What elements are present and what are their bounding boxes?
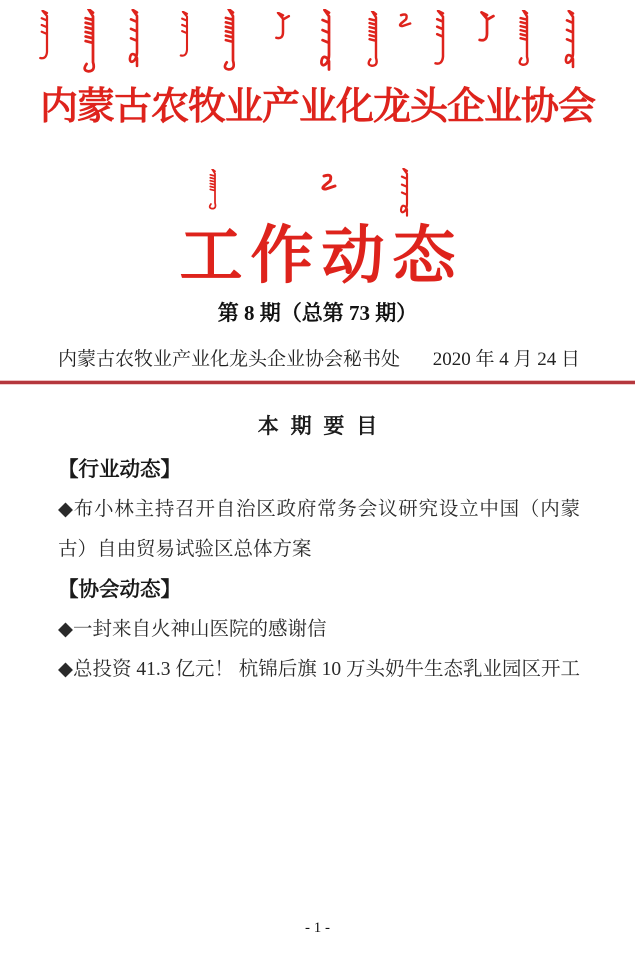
org-name-title: 内蒙古农牧业产业化龙头企业协会 <box>39 86 595 128</box>
toc <box>58 412 580 690</box>
toc-item: ◆一封来自火神山医院的感谢信 <box>58 619 327 640</box>
publisher-date-row <box>58 344 580 371</box>
toc-heading: 本 期 要 目 <box>257 415 381 438</box>
publisher: 内蒙古农牧业产业化龙头企业协会秘书处 <box>58 349 401 370</box>
toc-item: ◆布小林主持召开自治区政府常务会议研究设立中国（内蒙古）自由贸易试验区总体方案 <box>58 499 580 560</box>
issue-number: 第 8 期（总第 73 期） <box>217 301 418 325</box>
bulletin-title: 工作动态 <box>179 221 464 291</box>
divider-rule <box>0 381 635 384</box>
mongolian-script-subtitle-icon <box>198 167 438 221</box>
mongolian-script-banner-icon <box>30 8 605 76</box>
publish-date: 2020 年 4 月 24 日 <box>432 349 580 370</box>
toc-section-industry: 【行业动态】 <box>58 458 181 481</box>
page-number: - 1 - <box>305 920 330 936</box>
toc-item: ◆总投资 41.3 亿元！ 杭锦后旗 10 万头奶牛生态乳业园区开工 <box>58 659 580 680</box>
toc-section-association: 【协会动态】 <box>58 578 181 601</box>
